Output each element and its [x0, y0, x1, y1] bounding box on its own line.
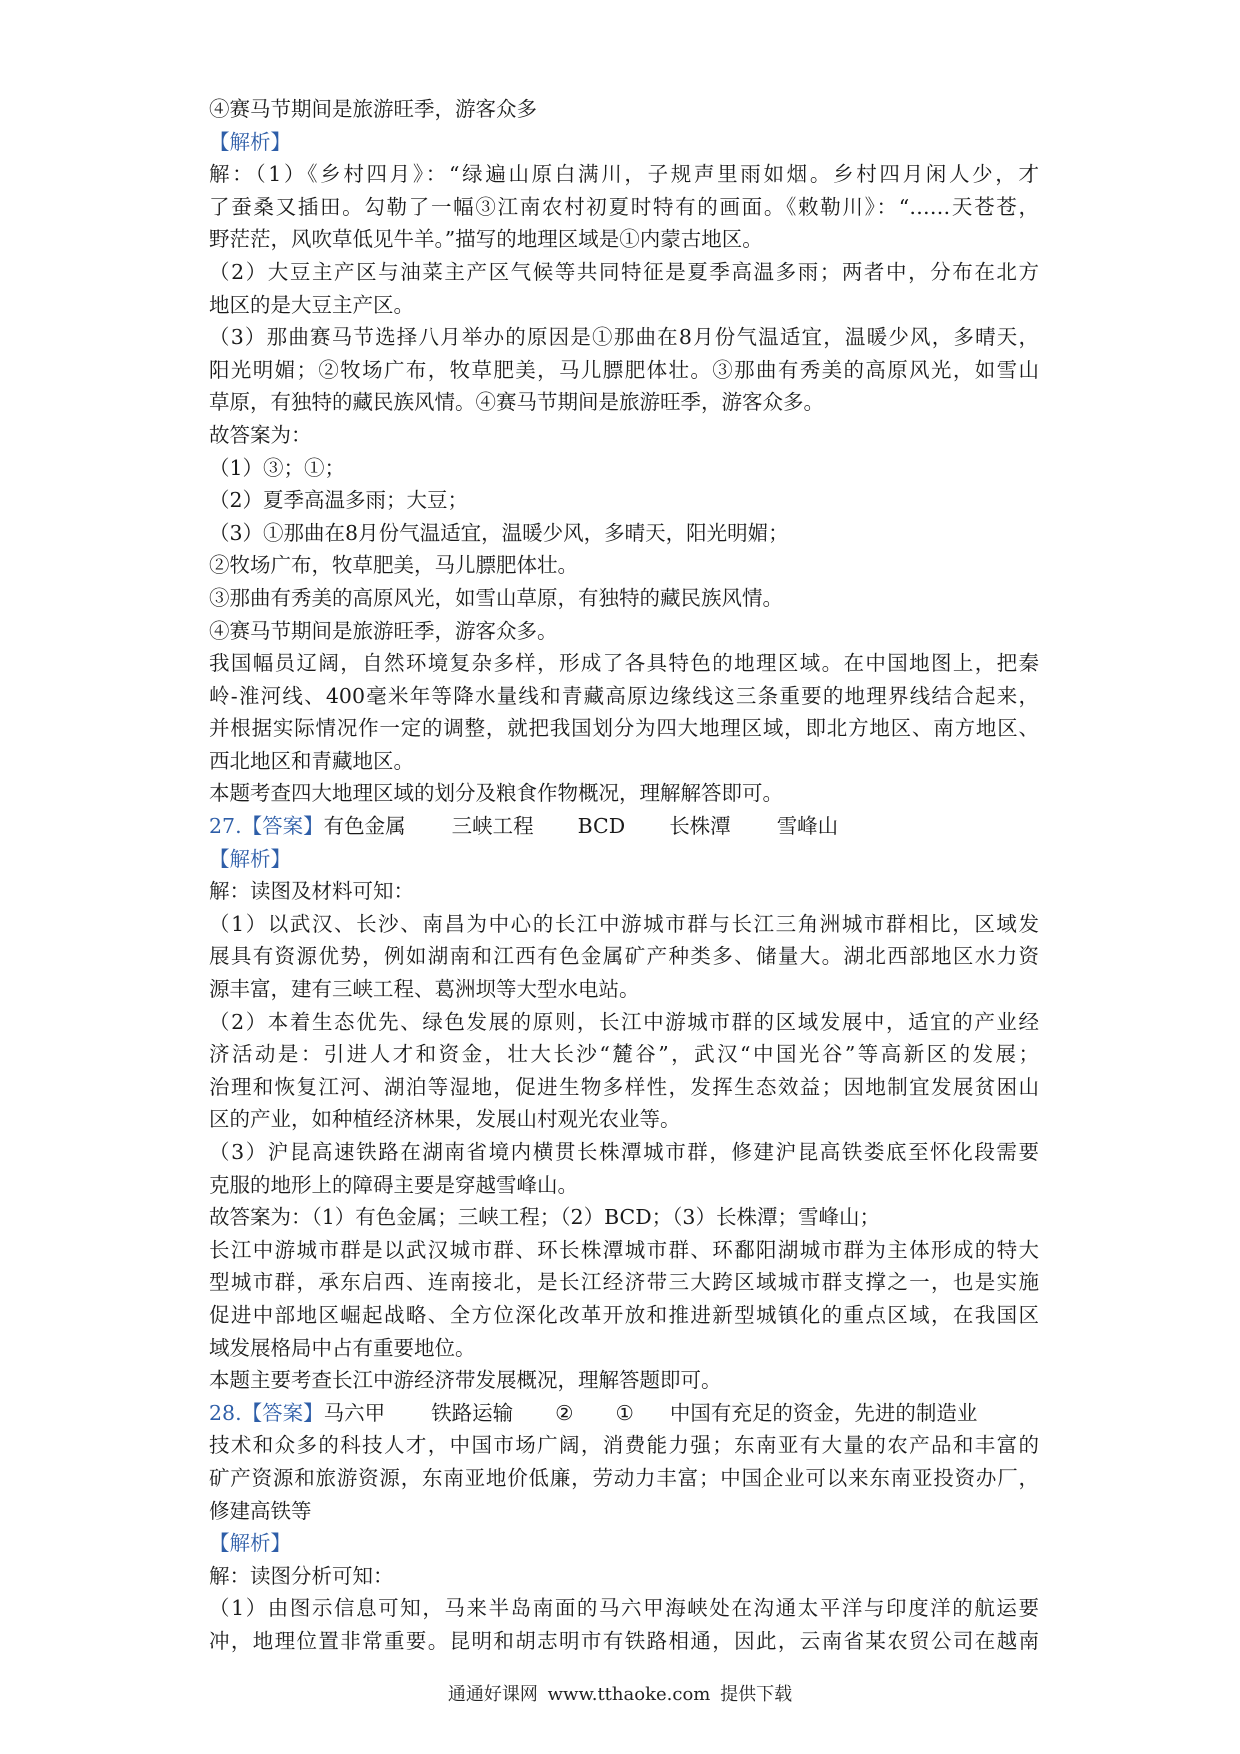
text-line: 西北地区和青藏地区。 [209, 748, 414, 773]
q28-answer-3: ② [555, 1400, 574, 1425]
text-line: 技术和众多的科技人才，中国市场广阔，消费能力强；东南亚有大量的农产品和丰富的 [209, 1433, 1039, 1458]
q28-answer-5: 中国有充足的资金，先进的制造业 [669, 1400, 978, 1425]
text-line: （2）本着生态优先、绿色发展的原则，长江中游城市群的区域发展中，适宜的产业经 [209, 1009, 1039, 1034]
q27-answer-tag: 【答案】 [241, 814, 324, 839]
text-line: 展具有资源优势，例如湖南和江西有色金属矿产种类多、储量大。湖北西部地区水力资 [209, 944, 1039, 969]
text-line: 岭-淮河线、400毫米年等降水量线和青藏高原边缘线这三条重要的地理界线结合起来， [209, 683, 1039, 708]
q27-answer-5: 雪峰山 [776, 814, 839, 839]
text-line: 故答案为： [209, 422, 312, 447]
analysis-heading: 【解析】 [209, 1531, 291, 1556]
text-line: 并根据实际情况作一定的调整，就把我国划分为四大地理区域，即北方地区、南方地区、 [209, 716, 1039, 741]
q28-answer-2: 铁路运输 [431, 1400, 514, 1425]
text-line: ④赛马节期间是旅游旺季，游客众多 [209, 97, 537, 121]
document-body [209, 93, 1039, 1658]
text-line: 长江中游城市群是以武汉城市群、环长株潭城市群、环鄱阳湖城市群为主体形成的特大 [209, 1237, 1039, 1262]
text-line: 阳光明媚；②牧场广布，牧草肥美，马儿膘肥体壮。③那曲有秀美的高原风光，如雪山 [209, 357, 1039, 382]
text-line: （1）③；①； [209, 455, 346, 480]
q28-number: 28. [209, 1400, 242, 1425]
text-line: 解：读图及材料可知： [209, 879, 414, 904]
page-footer [0, 1680, 1240, 1706]
text-line: ④赛马节期间是旅游旺季，游客众多。 [209, 618, 558, 643]
q27-number: 27. [209, 814, 242, 839]
q27-answer-3: BCD [577, 814, 626, 839]
text-line: 了蚕桑又插田。勾勒了一幅③江南农村初夏时特有的画面。《敕勒川》：“……天苍苍， [209, 194, 1039, 219]
footer-site-name: 通通好课网 [447, 1684, 538, 1705]
text-line: （1）以武汉、长沙、南昌为中心的长江中游城市群与长江三角洲城市群相比，区域发 [209, 911, 1039, 936]
q27-answer-1: 有色金属 [323, 814, 406, 839]
text-line: ③那曲有秀美的高原风光，如雪山草原，有独特的藏民族风情。 [209, 585, 783, 610]
text-line: （3）①那曲在8月份气温适宜，温暖少风，多晴天，阳光明媚； [209, 520, 789, 545]
text-line: 促进中部地区崛起战略、全方位深化改革开放和推进新型城镇化的重点区域，在我国区 [209, 1302, 1039, 1327]
text-line: 源丰富，建有三峡工程、葛洲坝等大型水电站。 [209, 977, 640, 1002]
q27-answer-4: 长株潭 [669, 814, 731, 839]
text-line: 区的产业，如种植经济林果，发展山村观光农业等。 [209, 1107, 681, 1132]
text-line: 本题主要考查长江中游经济带发展概况，理解答题即可。 [209, 1368, 722, 1393]
q27-answer-line [209, 810, 1039, 843]
text-line: 修建高铁等 [209, 1498, 312, 1523]
text-line: 地区的是大豆主产区。 [209, 292, 414, 317]
q28-answer-4: ① [615, 1400, 634, 1425]
text-line: （1）由图示信息可知，马来半岛南面的马六甲海峡处在沟通太平洋与印度洋的航运要 [209, 1596, 1039, 1621]
section-q27-analysis [209, 843, 1039, 1397]
analysis-heading: 【解析】 [209, 846, 291, 871]
text-line: 我国幅员辽阔，自然环境复杂多样，形成了各具特色的地理区域。在中国地图上，把秦 [209, 651, 1039, 676]
text-line: 草原，有独特的藏民族风情。④赛马节期间是旅游旺季，游客众多。 [209, 390, 824, 415]
text-line: ②牧场广布，牧草肥美，马儿膘肥体壮。 [209, 553, 578, 578]
footer-url: www.tthaoke.com [547, 1684, 711, 1705]
q28-answer-tag: 【答案】 [241, 1400, 324, 1425]
text-line: 域发展格局中占有重要地位。 [209, 1335, 476, 1360]
section-q28-analysis [209, 1429, 1039, 1657]
text-line: 济活动是：引进人才和资金，壮大长沙“麓谷”，武汉“中国光谷”等高新区的发展； [209, 1042, 1039, 1067]
q28-answer-1: 马六甲 [323, 1400, 386, 1425]
text-line: 克服的地形上的障碍主要是穿越雪峰山。 [209, 1172, 578, 1197]
text-line: （3）沪昆高速铁路在湖南省境内横贯长株潭城市群，修建沪昆高铁娄底至怀化段需要 [209, 1140, 1039, 1164]
q27-answer-2: 三峡工程 [451, 814, 534, 839]
text-line: （2）大豆主产区与油菜主产区气候等共同特征是夏季高温多雨；两者中，分布在北方 [209, 259, 1039, 284]
text-line: （2）夏季高温多雨；大豆； [209, 488, 469, 513]
text-line: 解：读图分析可知： [209, 1563, 394, 1588]
section-q26-analysis [209, 93, 1039, 810]
footer-note: 提供下载 [720, 1684, 793, 1705]
text-line: 本题考查四大地理区域的划分及粮食作物概况，理解解答即可。 [209, 781, 783, 806]
text-line: 矿产资源和旅游资源，东南亚地价低廉，劳动力丰富；中国企业可以来东南亚投资办厂， [209, 1465, 1039, 1490]
analysis-heading: 【解析】 [209, 129, 291, 154]
text-line: 治理和恢复江河、湖泊等湿地，促进生物多样性，发挥生态效益；因地制宜发展贫困山 [209, 1074, 1039, 1099]
text-line: （3）那曲赛马节选择八月举办的原因是①那曲在8月份气温适宜，温暖少风，多晴天， [209, 325, 1039, 350]
text-line: 野茫茫，风吹草低见牛羊。”描写的地理区域是①内蒙古地区。 [209, 227, 763, 252]
text-line: 型城市群，承东启西、连南接北，是长江经济带三大跨区域城市群支撑之一，也是实施 [209, 1270, 1039, 1295]
q28-answer-line [209, 1397, 1039, 1430]
text-line: 冲，地理位置非常重要。昆明和胡志明市有铁路相通，因此，云南省某农贸公司在越南 [209, 1628, 1039, 1653]
text-line: 解：（1）《乡村四月》：“绿遍山原白满川，子规声里雨如烟。乡村四月闲人少，才 [209, 162, 1039, 187]
text-line: 故答案为：（1）有色金属；三峡工程；（2）BCD；（3）长株潭；雪峰山； [209, 1205, 880, 1230]
